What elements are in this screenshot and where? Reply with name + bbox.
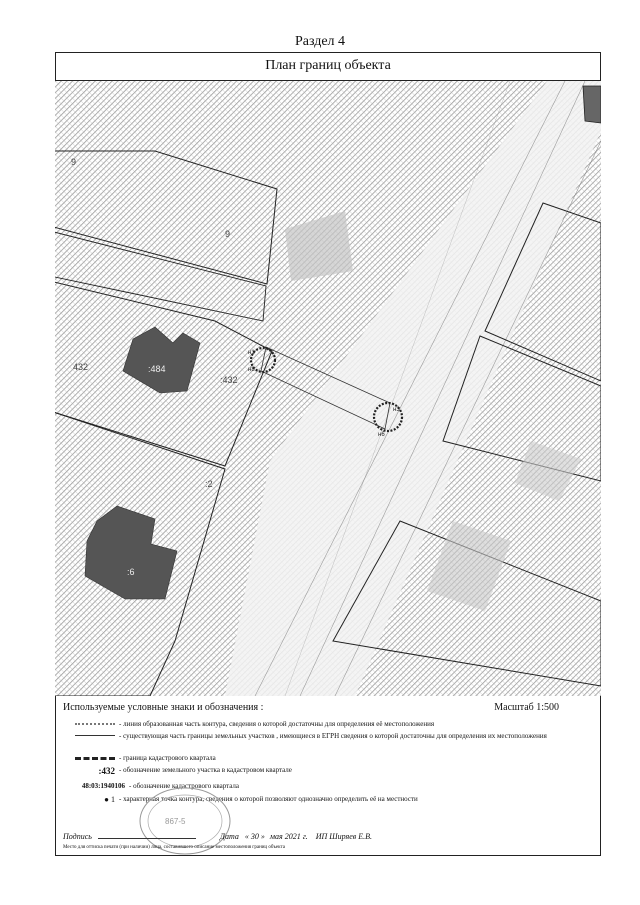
legend-item: - существующая часть границы земельных участков , имеющиеся в ЕГРН сведения о которой достаточны для определения их местоположения: [63, 732, 589, 740]
label-point-n1: н1: [248, 350, 255, 356]
quarter-label-symbol: 48:03:1940106: [81, 782, 125, 790]
solid-line-symbol: [75, 735, 115, 736]
label-parcel-9-top: 9: [71, 157, 77, 167]
legend-item: 48:03:1940106 - обозначение кадастрового квартала: [81, 782, 240, 790]
label-building-6: :6: [127, 567, 135, 577]
label-point-n8: н8: [248, 367, 255, 373]
label-parcel-432-left: 432: [73, 362, 89, 372]
label-parcel-2: :2: [205, 479, 213, 489]
parcel-label-symbol: :432: [98, 766, 115, 776]
plan-title: План границ объекта: [55, 52, 601, 81]
legend-heading: Используемые условные знаки и обозначения :: [63, 702, 264, 713]
label-point-n3: н3: [393, 407, 400, 413]
signature-line: [98, 838, 196, 839]
label-building-484: :484: [148, 364, 166, 374]
label-point-n6: н6: [378, 432, 385, 438]
label-parcel-9: 9: [225, 229, 231, 239]
legend-item: ● 1 - характерная точка контура, сведения о которой позволяют однозначно определить её на местности: [104, 795, 418, 804]
legend-item: - граница кадастрового квартала: [63, 754, 589, 762]
quarter-boundary-symbol: [75, 757, 115, 760]
legend-area: [55, 696, 601, 856]
seal-note: Место для оттиска печати (при наличии) лица, составившего описание местоположения границ объекта: [63, 845, 285, 850]
dotted-line-symbol: [75, 723, 115, 725]
legend-item: :432 - обозначение земельного участка в кадастровом квартале: [98, 766, 292, 776]
signature-row: Подпись Дата « 30 » мая 2021 г. ИП Ширяев Е.В.: [63, 832, 373, 841]
section-title: Раздел 4: [294, 34, 346, 49]
point-symbol: ● 1: [104, 795, 115, 804]
stamp-number: 867-5: [165, 817, 186, 826]
boundary-plan-map: [55, 81, 601, 696]
label-parcel-432: :432: [220, 375, 238, 385]
map-svg: [55, 81, 601, 696]
scale-label: Масштаб 1:500: [494, 702, 559, 713]
legend-item: - линия образованная часть контура, сведения о которой достаточны для определения её местоположения: [63, 720, 589, 728]
